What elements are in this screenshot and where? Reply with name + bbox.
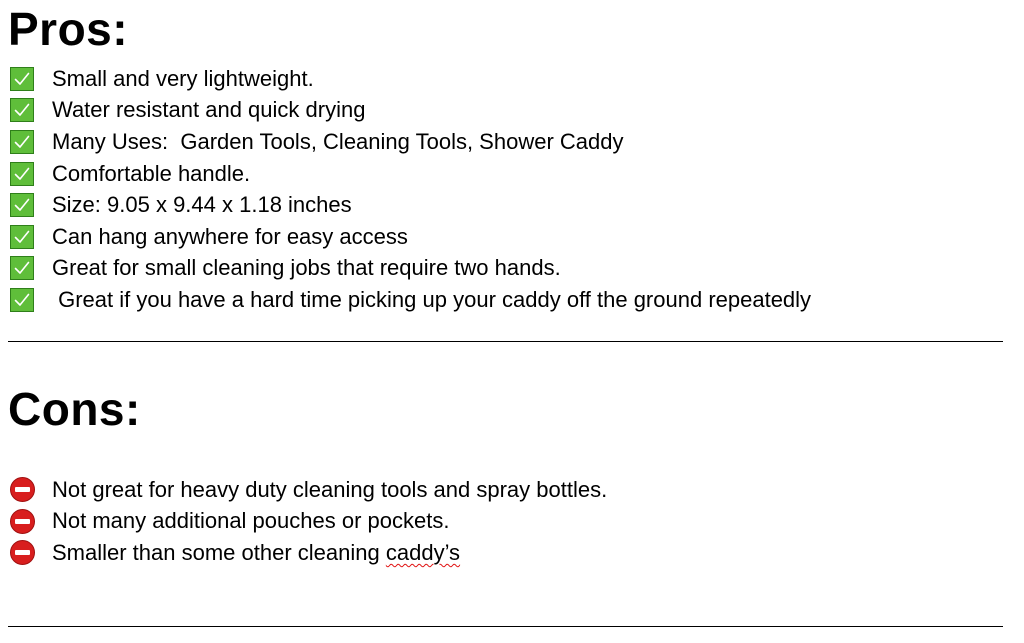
pros-item (10, 284, 811, 316)
cons-item-text (52, 540, 460, 566)
pros-item (10, 221, 811, 253)
section-divider (8, 626, 1003, 627)
check-mark-icon (10, 256, 34, 280)
check-mark-icon (10, 98, 34, 122)
check-mark-icon (10, 162, 34, 186)
pros-item-text: Size: 9.05 x 9.44 x 1.18 inches (52, 192, 352, 218)
pros-item-text: Small and very lightweight. (52, 65, 314, 91)
section-divider (8, 341, 1003, 342)
pros-item-text: Great if you have a hard time picking up your caddy off the ground repeatedly (52, 286, 812, 312)
check-mark-icon (10, 288, 34, 312)
pros-item-text: Great for small cleaning jobs that require two hands. (52, 255, 561, 281)
pros-item (10, 158, 811, 190)
no-entry-icon (10, 509, 35, 534)
pros-heading: Pros: (8, 3, 129, 55)
pros-list (10, 63, 811, 316)
cons-item-text: Not many additional pouches or pockets. (52, 508, 450, 534)
pros-item-text: Comfortable handle. (52, 160, 251, 186)
pros-item-text: Water resistant and quick drying (52, 97, 366, 123)
pros-item (10, 189, 811, 221)
pros-item (10, 95, 811, 127)
check-mark-icon (10, 225, 34, 249)
pros-item-text: Many Uses: Garden Tools, Cleaning Tools, Shower Caddy (52, 128, 624, 154)
cons-item (10, 506, 607, 538)
cons-item (10, 537, 607, 569)
cons-heading: Cons: (8, 383, 141, 435)
no-entry-icon (10, 540, 35, 565)
cons-item-text-main: Smaller than some other cleaning (52, 539, 386, 565)
check-mark-icon (10, 193, 34, 217)
check-mark-icon (10, 130, 34, 154)
cons-item (10, 474, 607, 506)
pros-item (10, 63, 811, 95)
pros-item-text: Can hang anywhere for easy access (52, 223, 408, 249)
no-entry-icon (10, 477, 35, 502)
cons-list (10, 474, 607, 569)
pros-item (10, 253, 811, 285)
pros-item (10, 126, 811, 158)
cons-item-text: Not great for heavy duty cleaning tools and spray bottles. (52, 476, 608, 502)
check-mark-icon (10, 67, 34, 91)
spellcheck-flagged-word: caddy’s (385, 539, 461, 565)
